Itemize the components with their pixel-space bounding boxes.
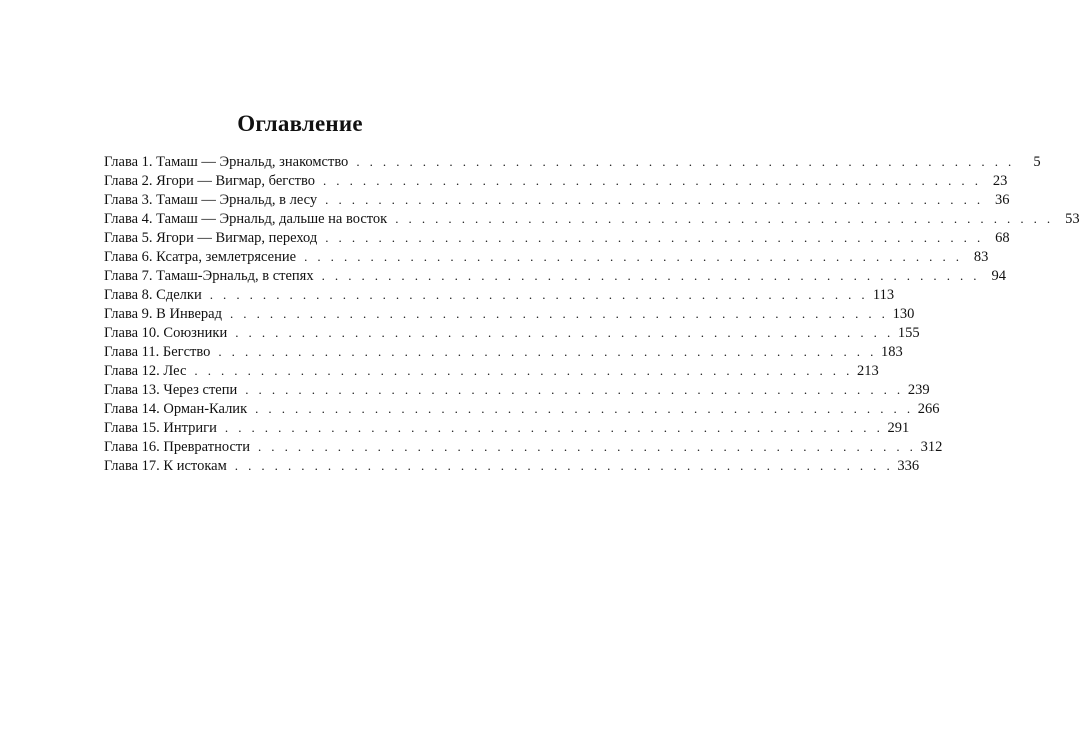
toc-entry-page-number: 183 <box>880 344 903 360</box>
toc-dot-leader: . . . . . . . . . . . . . . . . . . . . . . . . . . . . . . . . . . . . . . . . . . . . . . . . . . <box>235 325 894 340</box>
toc-entry <box>104 456 920 475</box>
toc-dot-leader: . . . . . . . . . . . . . . . . . . . . . . . . . . . . . . . . . . . . . . . . . . . . . . . . . . <box>257 439 917 454</box>
toc-entry-label: Глава 6. Ксатра, землетрясение <box>104 249 297 265</box>
toc-entry-label: Глава 14. Орман-Калик <box>104 401 248 417</box>
toc-entry <box>104 418 910 437</box>
toc-entry-label: Глава 4. Тамаш — Эрнальд, дальше на восток <box>104 211 388 227</box>
toc-dot-leader: . . . . . . . . . . . . . . . . . . . . . . . . . . . . . . . . . . . . . . . . . . . . . . . . . . <box>323 173 982 188</box>
toc-dot-leader: . . . . . . . . . . . . . . . . . . . . . . . . . . . . . . . . . . . . . . . . . . . . . . . . . . <box>209 287 869 302</box>
toc-dot-leader: . . . . . . . . . . . . . . . . . . . . . . . . . . . . . . . . . . . . . . . . . . . . . . . . . . <box>218 344 877 359</box>
table-of-contents <box>104 152 1080 475</box>
toc-entry-page-number: 312 <box>920 439 943 455</box>
toc-entry-label: Глава 16. Превратности <box>104 439 250 455</box>
toc-entry-page-number: 155 <box>897 325 920 341</box>
toc-entry-page-number: 113 <box>872 287 895 303</box>
toc-entry-label: Глава 1. Тамаш — Эрнальд, знакомство <box>104 154 349 170</box>
toc-entry-label: Глава 11. Бегство <box>104 344 211 360</box>
toc-dot-leader: . . . . . . . . . . . . . . . . . . . . . . . . . . . . . . . . . . . . . . . . . . . . . . . . . . <box>229 306 889 321</box>
toc-entry-label: Глава 13. Через степи <box>104 382 238 398</box>
toc-entry-label: Глава 8. Сделки <box>104 287 202 303</box>
toc-entry-label: Глава 5. Ягори — Вигмар, переход <box>104 230 318 246</box>
toc-entry <box>104 209 1080 228</box>
toc-entry <box>104 266 1006 285</box>
page-title: Оглавление <box>237 111 363 136</box>
toc-entry <box>104 152 1041 171</box>
toc-entry-page-number: 23 <box>992 173 1008 189</box>
toc-entry-page-number: 36 <box>995 192 1010 208</box>
toc-entry-page-number: 239 <box>907 382 930 398</box>
toc-dot-leader: . . . . . . . . . . . . . . . . . . . . . . . . . . . . . . . . . . . . . . . . . . . . . . . . . . <box>194 363 853 378</box>
toc-dot-leader: . . . . . . . . . . . . . . . . . . . . . . . . . . . . . . . . . . . . . . . . . . . . . . . . . . <box>224 420 884 435</box>
toc-entry <box>104 399 940 418</box>
toc-entry <box>104 437 943 456</box>
toc-entry-label: Глава 15. Интриги <box>104 420 217 436</box>
toc-entry-page-number: 130 <box>892 306 915 322</box>
toc-entry <box>104 247 989 266</box>
toc-entry-label: Глава 17. К истокам <box>104 458 227 474</box>
toc-entry-page-number: 291 <box>887 420 910 436</box>
toc-entry-page-number: 83 <box>973 249 989 265</box>
toc-entry-label: Глава 10. Союзники <box>104 325 228 341</box>
toc-entry-page-number: 53 <box>1065 211 1080 227</box>
toc-dot-leader: . . . . . . . . . . . . . . . . . . . . . . . . . . . . . . . . . . . . . . . . . . . . . . . . . . <box>304 249 963 264</box>
toc-dot-leader: . . . . . . . . . . . . . . . . . . . . . . . . . . . . . . . . . . . . . . . . . . . . . . . . . . <box>395 211 1054 226</box>
toc-entry <box>104 228 1010 247</box>
toc-dot-leader: . . . . . . . . . . . . . . . . . . . . . . . . . . . . . . . . . . . . . . . . . . . . . . . . . . <box>255 401 914 416</box>
toc-entry <box>104 361 879 380</box>
toc-entry-page-number: 68 <box>995 230 1010 246</box>
toc-entry <box>104 190 1010 209</box>
toc-entry <box>104 323 920 342</box>
toc-dot-leader: . . . . . . . . . . . . . . . . . . . . . . . . . . . . . . . . . . . . . . . . . . . . . . . . . . <box>321 268 980 283</box>
toc-entry <box>104 285 895 304</box>
toc-entry-label: Глава 9. В Инверад <box>104 306 222 322</box>
toc-entry-page-number: 336 <box>897 458 920 474</box>
toc-entry <box>104 342 903 361</box>
toc-dot-leader: . . . . . . . . . . . . . . . . . . . . . . . . . . . . . . . . . . . . . . . . . . . . . . . . . . <box>245 382 904 397</box>
toc-dot-leader: . . . . . . . . . . . . . . . . . . . . . . . . . . . . . . . . . . . . . . . . . . . . . . . . . . <box>234 458 894 473</box>
toc-entry-page-number: 5 <box>1033 154 1041 170</box>
toc-dot-leader: . . . . . . . . . . . . . . . . . . . . . . . . . . . . . . . . . . . . . . . . . . . . . . . . . . <box>325 230 984 245</box>
toc-entry <box>104 304 915 323</box>
toc-entry-label: Глава 12. Лес <box>104 363 187 379</box>
toc-entry <box>104 171 1008 190</box>
toc-dot-leader: . . . . . . . . . . . . . . . . . . . . . . . . . . . . . . . . . . . . . . . . . . . . . . . . . . <box>356 154 1015 169</box>
toc-entry-page-number: 266 <box>917 401 940 417</box>
toc-entry <box>104 380 930 399</box>
toc-entry-page-number: 213 <box>857 363 879 379</box>
toc-dot-leader: . . . . . . . . . . . . . . . . . . . . . . . . . . . . . . . . . . . . . . . . . . . . . . . . . . <box>325 192 984 207</box>
toc-entry-label: Глава 7. Тамаш-Эрнальд, в степях <box>104 268 314 284</box>
toc-entry-label: Глава 2. Ягори — Вигмар, бегство <box>104 173 315 189</box>
toc-entry-label: Глава 3. Тамаш — Эрнальд, в лесу <box>104 192 318 208</box>
toc-entry-page-number: 94 <box>991 268 1006 284</box>
